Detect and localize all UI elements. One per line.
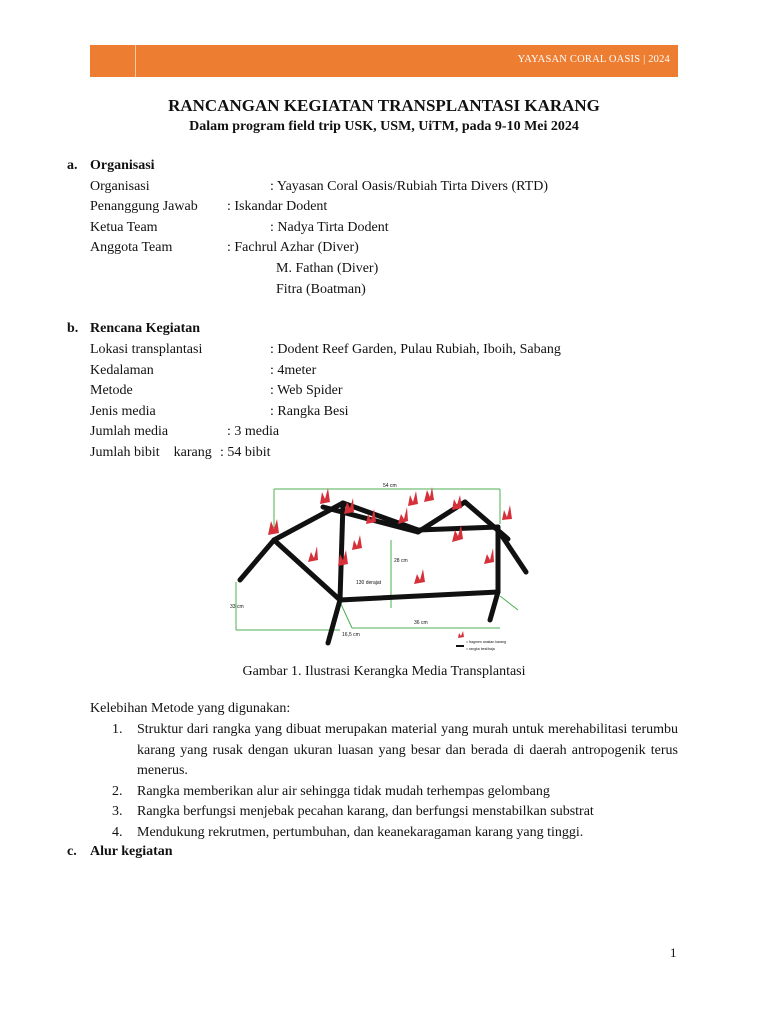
coral-fragment bbox=[308, 546, 318, 562]
section-a-letter: a. bbox=[67, 158, 78, 173]
section-c-letter: c. bbox=[67, 844, 77, 859]
coral-fragment bbox=[398, 507, 408, 524]
frame-bar bbox=[274, 540, 340, 600]
coral-fragment bbox=[414, 569, 425, 584]
legend-coral-icon bbox=[458, 631, 464, 638]
coral-fragment bbox=[484, 548, 494, 564]
ketua-value: : Nadya Tirta Dodent bbox=[270, 220, 389, 235]
coral-fragment bbox=[502, 505, 512, 520]
lokasi-value: : Dodent Reef Garden, Pulau Rubiah, Iboih, Sabang bbox=[270, 342, 561, 357]
figure-caption: Gambar 1. Ilustrasi Kerangka Media Transplantasi bbox=[242, 664, 526, 679]
frame-bar bbox=[418, 527, 498, 530]
frame-illustration bbox=[228, 480, 540, 651]
media-type-value: : Rangka Besi bbox=[270, 404, 349, 419]
section-b-letter: b. bbox=[67, 321, 79, 336]
frame-bar bbox=[240, 540, 274, 580]
section-a-title: Organisasi bbox=[90, 158, 155, 173]
media-count-value: : 3 media bbox=[227, 424, 280, 439]
pj-value: : Iskandar Dodent bbox=[227, 199, 328, 214]
section-c-title: Alur kegiatan bbox=[90, 844, 173, 859]
frame-bar bbox=[498, 530, 526, 572]
coral-fragment bbox=[352, 535, 362, 550]
document-title: RANCANGAN KEGIATAN TRANSPLANTASI KARANG bbox=[168, 96, 600, 115]
frame-illustration-svg bbox=[228, 480, 540, 651]
kedalaman-value: : 4meter bbox=[270, 363, 317, 378]
org-value: : Yayasan Coral Oasis/Rubiah Tirta Divers (RTD) bbox=[270, 179, 548, 194]
anggota-value: : Fachrul Azhar (Diver) bbox=[227, 240, 359, 255]
coral-fragment bbox=[408, 491, 418, 506]
anggota-member-2: M. Fathan (Diver) bbox=[276, 261, 379, 276]
ketua-label: Ketua Team bbox=[90, 220, 158, 235]
label-28cm: 28 cm bbox=[394, 558, 408, 564]
org-label: Organisasi bbox=[90, 179, 150, 194]
dimension-line-right bbox=[500, 596, 518, 610]
frame-bar bbox=[340, 503, 343, 600]
legend-coral-text: = fragmen anakan karang bbox=[466, 640, 506, 644]
label-36cm: 36 cm bbox=[414, 620, 428, 626]
frame-bar bbox=[328, 600, 340, 643]
advantage-number: 1. bbox=[112, 722, 123, 737]
advantage-text: Rangka memberikan alur air sehingga tidak mudah terhempas gelombang bbox=[137, 784, 550, 799]
document-subtitle: Dalam program field trip USK, USM, UiTM, pada 9-10 Mei 2024 bbox=[189, 119, 579, 134]
bibit-value: : 54 bibit bbox=[220, 445, 271, 460]
dimension-line-diag bbox=[340, 602, 352, 628]
header-brand: YAYASAN CORAL OASIS | 2024 bbox=[517, 54, 670, 65]
page-number: 1 bbox=[670, 945, 677, 960]
header-bar bbox=[90, 45, 678, 77]
advantages-intro: Kelebihan Metode yang digunakan: bbox=[90, 701, 291, 716]
legend-frame-text: = rangka besi/baja bbox=[466, 647, 495, 651]
advantage-number: 2. bbox=[112, 784, 123, 799]
frame-bar bbox=[340, 592, 498, 600]
label-54cm: 54 cm bbox=[383, 483, 397, 489]
media-type-label: Jenis media bbox=[90, 404, 156, 419]
advantage-number: 4. bbox=[112, 825, 123, 840]
label-16-5cm: 16,5 cm bbox=[342, 632, 360, 638]
section-b-title: Rencana Kegiatan bbox=[90, 321, 201, 336]
label-33cm: 33 cm bbox=[230, 604, 244, 610]
label-130-degree: 130 derajat bbox=[356, 580, 382, 586]
bibit-label: Jumlah bibit karang bbox=[90, 445, 212, 460]
advantage-text: Mendukung rekrutmen, pertumbuhan, dan keanekaragaman karang yang tinggi. bbox=[137, 825, 584, 840]
lokasi-label: Lokasi transplantasi bbox=[90, 342, 203, 357]
kedalaman-label: Kedalaman bbox=[90, 363, 154, 378]
anggota-label: Anggota Team bbox=[90, 240, 173, 255]
coral-fragment bbox=[452, 495, 462, 510]
advantage-number: 3. bbox=[112, 804, 123, 819]
advantage-text: Struktur dari rangka yang dibuat merupakan material yang murah untuk merehabilitasi terumbu karang yang rusak dengan ukuran luasan yang besar dan berada di daerah antropogenik terus menerus. bbox=[137, 722, 678, 778]
header-divider bbox=[135, 45, 136, 77]
coral-fragment bbox=[320, 488, 330, 504]
frame-bar bbox=[490, 592, 498, 620]
advantage-text: Rangka berfungsi menjebak pecahan karang, dan berfungsi menstabilkan substrat bbox=[137, 804, 594, 819]
anggota-member-3: Fitra (Boatman) bbox=[276, 282, 366, 297]
pj-label: Penanggung Jawab bbox=[90, 199, 198, 214]
metode-value: : Web Spider bbox=[270, 383, 343, 398]
media-count-label: Jumlah media bbox=[90, 424, 169, 439]
metode-label: Metode bbox=[90, 383, 133, 398]
